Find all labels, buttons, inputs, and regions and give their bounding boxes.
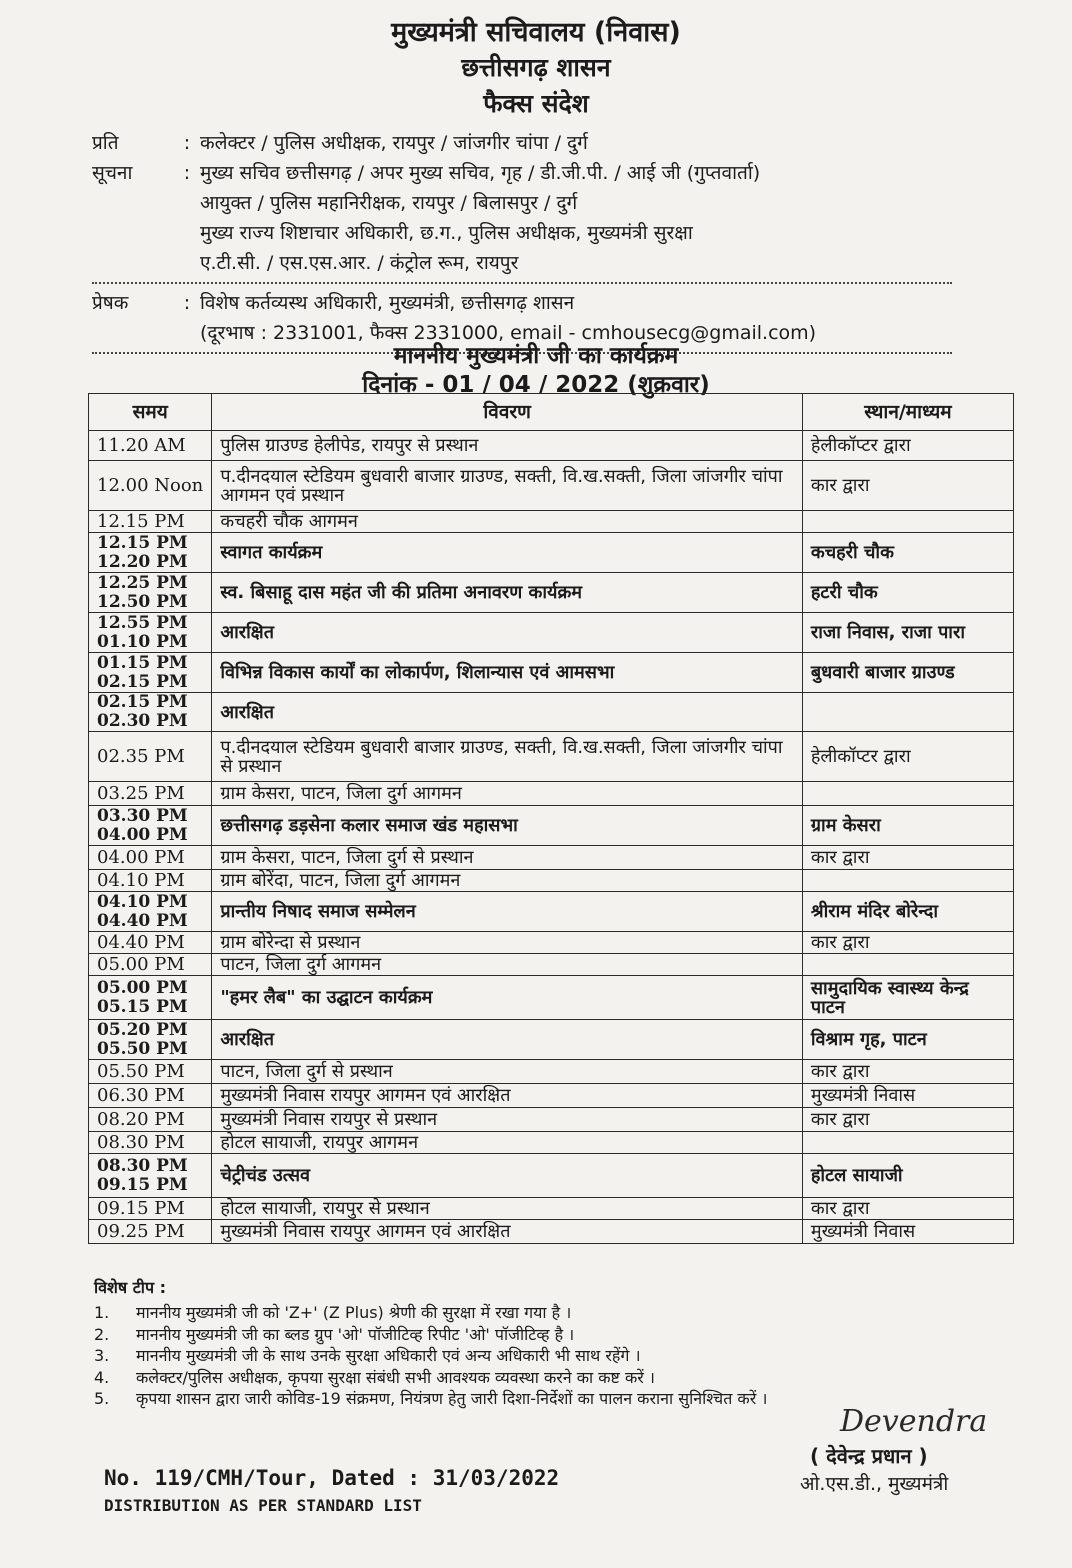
note-number: 4. bbox=[94, 1367, 110, 1387]
header-description: विवरण bbox=[212, 394, 802, 431]
time-cell bbox=[89, 1132, 212, 1154]
place-cell bbox=[802, 693, 1013, 732]
table-row bbox=[89, 954, 1014, 976]
time-cell bbox=[89, 693, 212, 732]
table-row bbox=[89, 976, 1014, 1020]
colon: : bbox=[183, 162, 191, 184]
header-fax-message: फैक्स संदेश bbox=[483, 89, 589, 118]
description-cell: आरक्षित bbox=[212, 1020, 802, 1060]
description-cell: मुख्यमंत्री निवास रायपुर से प्रस्थान bbox=[212, 1108, 802, 1132]
time-start: 08.30 PM bbox=[97, 1155, 188, 1176]
time-start: 05.20 PM bbox=[97, 1019, 188, 1040]
description-cell: प.दीनदयाल स्टेडियम बुधवारी बाजार ग्राउण्ड, सक्ती, वि.ख.सक्ती, जिला जांजगीर चांपा से प्रस्थान bbox=[212, 732, 802, 782]
time-start: 04.40 PM bbox=[97, 932, 185, 953]
from-line: विशेष कर्तव्यस्थ अधिकारी, मुख्यमंत्री, छत्तीसगढ़ शासन bbox=[200, 292, 575, 314]
table-row bbox=[89, 932, 1014, 954]
time-start: 08.20 PM bbox=[97, 1109, 185, 1130]
note-item bbox=[94, 1324, 1044, 1346]
place-cell: कार द्वारा bbox=[802, 1108, 1013, 1132]
description-cell: ग्राम केसरा, पाटन, जिला दुर्ग से प्रस्थान bbox=[212, 846, 802, 870]
time-start: 09.15 PM bbox=[97, 1198, 185, 1219]
info-label: सूचना bbox=[92, 162, 133, 184]
address-block bbox=[92, 128, 992, 358]
time-cell bbox=[89, 846, 212, 870]
description-cell: ग्राम केसरा, पाटन, जिला दुर्ग आगमन bbox=[212, 782, 802, 806]
time-start: 06.30 PM bbox=[97, 1085, 185, 1106]
time-start: 04.00 PM bbox=[97, 847, 185, 868]
place-cell: कार द्वारा bbox=[802, 1198, 1013, 1220]
time-end: 05.15 PM bbox=[97, 996, 188, 1017]
time-cell bbox=[89, 954, 212, 976]
time-start: 11.20 AM bbox=[97, 435, 186, 456]
table-row bbox=[89, 653, 1014, 693]
description-cell: पुलिस ग्राउण्ड हेलीपेड, रायपुर से प्रस्थान bbox=[212, 431, 802, 461]
distribution-note: DISTRIBUTION AS PER STANDARD LIST bbox=[104, 1496, 422, 1515]
description-cell: होटल सायाजी, रायपुर आगमन bbox=[212, 1132, 802, 1154]
time-cell bbox=[89, 461, 212, 511]
note-text: कलेक्टर/पुलिस अधीक्षक, कृपया सुरक्षा संबंधी सभी आवश्यक व्यवस्था करने का कष्ट करें । bbox=[136, 1367, 655, 1387]
table-row bbox=[89, 846, 1014, 870]
place-cell: हटरी चौक bbox=[802, 573, 1013, 613]
time-cell bbox=[89, 653, 212, 693]
note-text: कृपया शासन द्वारा जारी कोविड-19 संक्रमण, नियंत्रण हेतु जारी दिशा-निर्देशों का पालन कराना सुनिश्चित करें । bbox=[136, 1389, 768, 1408]
place-cell bbox=[802, 1132, 1013, 1154]
table-row bbox=[89, 1060, 1014, 1084]
description-cell: पाटन, जिला दुर्ग से प्रस्थान bbox=[212, 1060, 802, 1084]
place-cell: बुधवारी बाजार ग्राउण्ड bbox=[802, 653, 1013, 693]
signatory-name: ( देवेन्द्र प्रधान ) bbox=[810, 1444, 928, 1468]
table-header-row bbox=[89, 394, 1014, 431]
place-cell bbox=[802, 954, 1013, 976]
place-cell: कार द्वारा bbox=[802, 846, 1013, 870]
time-start: 02.15 PM bbox=[97, 692, 188, 712]
place-cell: हेलीकॉप्टर द्वारा bbox=[802, 732, 1013, 782]
time-cell bbox=[89, 573, 212, 613]
note-number: 1. bbox=[94, 1303, 110, 1322]
time-cell bbox=[89, 1084, 212, 1108]
time-cell bbox=[89, 870, 212, 892]
header-government: छत्तीसगढ़ शासन bbox=[461, 53, 611, 82]
time-end: 12.20 PM bbox=[97, 551, 188, 572]
to-label: प्रति bbox=[92, 132, 119, 154]
description-cell: स्व. बिसाहू दास महंत जी की प्रतिमा अनावरण कार्यक्रम bbox=[212, 573, 802, 613]
time-start: 01.15 PM bbox=[97, 652, 188, 673]
description-cell: प.दीनदयाल स्टेडियम बुधवारी बाजार ग्राउण्ड, सक्ती, वि.ख.सक्ती, जिला जांजगीर चांपा आगमन एवं प्रस्थान bbox=[212, 461, 802, 511]
place-cell: होटल सायाजी bbox=[802, 1154, 1013, 1198]
info-line: मुख्य राज्य शिष्टाचार अधिकारी, छ.ग., पुलिस अधीक्षक, मुख्यमंत्री सुरक्षा bbox=[200, 222, 693, 244]
time-start: 12.00 Noon bbox=[97, 475, 204, 496]
time-cell bbox=[89, 1020, 212, 1060]
place-cell: राजा निवास, राजा पारा bbox=[802, 613, 1013, 653]
time-cell bbox=[89, 1198, 212, 1220]
note-text: माननीय मुख्यमंत्री जी का ब्लड ग्रुप 'ओ' पॉजीटिव्ह रिपीट 'ओ' पॉजीटिव्ह है । bbox=[136, 1324, 575, 1344]
table-row bbox=[89, 1108, 1014, 1132]
table-row bbox=[89, 1132, 1014, 1154]
place-cell: कार द्वारा bbox=[802, 1060, 1013, 1084]
time-start: 04.10 PM bbox=[97, 891, 188, 912]
time-start: 12.55 PM bbox=[97, 612, 188, 633]
place-cell bbox=[802, 870, 1013, 892]
note-number: 2. bbox=[94, 1324, 110, 1344]
time-cell bbox=[89, 1220, 212, 1244]
table-row bbox=[89, 431, 1014, 461]
header-place: स्थान/माध्यम bbox=[802, 394, 1013, 431]
schedule-body bbox=[89, 431, 1014, 1244]
table-row bbox=[89, 573, 1014, 613]
table-row bbox=[89, 782, 1014, 806]
description-cell: पाटन, जिला दुर्ग आगमन bbox=[212, 954, 802, 976]
time-start: 12.15 PM bbox=[97, 511, 185, 532]
time-cell bbox=[89, 431, 212, 461]
table-row bbox=[89, 1084, 1014, 1108]
place-cell: मुख्यमंत्री निवास bbox=[802, 1220, 1013, 1244]
header-secretariat: मुख्यमंत्री सचिवालय (निवास) bbox=[391, 17, 681, 48]
to-value: कलेक्टर / पुलिस अधीक्षक, रायपुर / जांजगीर चांपा / दुर्ग bbox=[200, 132, 588, 154]
notes-title: विशेष टीप : bbox=[94, 1278, 167, 1297]
time-start: 05.50 PM bbox=[97, 1061, 185, 1082]
time-start: 08.30 PM bbox=[97, 1132, 185, 1153]
program-title: माननीय मुख्यमंत्री जी का कार्यक्रम bbox=[393, 343, 679, 369]
table-row bbox=[89, 806, 1014, 846]
note-item bbox=[94, 1367, 1044, 1389]
time-end: 09.15 PM bbox=[97, 1174, 188, 1195]
time-cell bbox=[89, 1108, 212, 1132]
time-start: 12.15 PM bbox=[97, 532, 188, 553]
table-row bbox=[89, 732, 1014, 782]
table-row bbox=[89, 693, 1014, 732]
time-end: 04.00 PM bbox=[97, 824, 188, 845]
time-start: 05.00 PM bbox=[97, 977, 188, 998]
table-row bbox=[89, 511, 1014, 533]
table-row bbox=[89, 870, 1014, 892]
description-cell: होटल सायाजी, रायपुर से प्रस्थान bbox=[212, 1198, 802, 1220]
time-start: 04.10 PM bbox=[97, 870, 185, 891]
time-cell bbox=[89, 1060, 212, 1084]
from-label: प्रेषक bbox=[92, 292, 129, 314]
description-cell: "हमर लैब" का उद्घाटन कार्यक्रम bbox=[212, 976, 802, 1020]
signatory-designation: ओ.एस.डी., मुख्यमंत्री bbox=[800, 1473, 949, 1495]
note-number: 3. bbox=[94, 1346, 110, 1365]
description-cell: आरक्षित bbox=[212, 693, 802, 732]
note-text: माननीय मुख्यमंत्री जी को 'Z+' (Z Plus) श्रेणी की सुरक्षा में रखा गया है । bbox=[136, 1303, 572, 1322]
place-cell: सामुदायिक स्वास्थ्य केन्द्र पाटन bbox=[802, 976, 1013, 1020]
schedule-table bbox=[88, 393, 1014, 1244]
place-cell bbox=[802, 511, 1013, 533]
description-cell: कचहरी चौक आगमन bbox=[212, 511, 802, 533]
dotted-divider bbox=[92, 282, 952, 284]
description-cell: मुख्यमंत्री निवास रायपुर आगमन एवं आरक्षित bbox=[212, 1084, 802, 1108]
time-cell bbox=[89, 1154, 212, 1198]
note-item bbox=[94, 1345, 1044, 1367]
description-cell: प्रान्तीय निषाद समाज सम्मेलन bbox=[212, 892, 802, 932]
time-end: 05.50 PM bbox=[97, 1038, 188, 1059]
table-row bbox=[89, 533, 1014, 573]
description-cell: स्वागत कार्यक्रम bbox=[212, 533, 802, 573]
table-row bbox=[89, 1198, 1014, 1220]
table-row bbox=[89, 892, 1014, 932]
place-cell: हेलीकॉप्टर द्वारा bbox=[802, 431, 1013, 461]
place-cell: विश्राम गृह, पाटन bbox=[802, 1020, 1013, 1060]
description-cell: छत्तीसगढ़ डड़सेना कलार समाज खंड महासभा bbox=[212, 806, 802, 846]
to-row bbox=[92, 128, 992, 158]
note-number: 5. bbox=[94, 1389, 110, 1408]
program-date: दिनांक - 01 / 04 / 2022 (शुक्रवार) bbox=[362, 372, 710, 398]
table-row bbox=[89, 1154, 1014, 1198]
time-cell bbox=[89, 511, 212, 533]
time-cell bbox=[89, 976, 212, 1020]
place-cell: कचहरी चौक bbox=[802, 533, 1013, 573]
table-row bbox=[89, 613, 1014, 653]
time-cell bbox=[89, 932, 212, 954]
place-cell bbox=[802, 782, 1013, 806]
note-item bbox=[94, 1302, 1044, 1324]
time-start: 09.25 PM bbox=[97, 1221, 185, 1242]
time-end: 01.10 PM bbox=[97, 631, 188, 652]
time-cell bbox=[89, 806, 212, 846]
signature-scribble: Devendra bbox=[840, 1404, 988, 1439]
reference-number: No. 119/CMH/Tour, Dated : 31/03/2022 bbox=[104, 1466, 560, 1490]
time-start: 02.35 PM bbox=[97, 746, 185, 767]
place-cell: कार द्वारा bbox=[802, 932, 1013, 954]
description-cell: मुख्यमंत्री निवास रायपुर आगमन एवं आरक्षित bbox=[212, 1220, 802, 1244]
time-cell bbox=[89, 732, 212, 782]
time-start: 03.25 PM bbox=[97, 783, 185, 804]
time-start: 12.25 PM bbox=[97, 572, 188, 593]
time-cell bbox=[89, 613, 212, 653]
time-end: 02.15 PM bbox=[97, 671, 188, 692]
description-cell: विभिन्न विकास कार्यों का लोकार्पण, शिलान्यास एवं आमसभा bbox=[212, 653, 802, 693]
colon: : bbox=[183, 132, 191, 154]
place-cell: मुख्यमंत्री निवास bbox=[802, 1084, 1013, 1108]
notes-list bbox=[94, 1302, 1044, 1410]
time-start: 05.00 PM bbox=[97, 954, 185, 975]
place-cell: ग्राम केसरा bbox=[802, 806, 1013, 846]
description-cell: आरक्षित bbox=[212, 613, 802, 653]
table-row bbox=[89, 1020, 1014, 1060]
info-line: आयुक्त / पुलिस महानिरीक्षक, रायपुर / बिलासपुर / दुर्ग bbox=[200, 192, 578, 214]
info-value bbox=[200, 158, 992, 278]
special-notes bbox=[94, 1276, 1044, 1410]
place-cell: श्रीराम मंदिर बोरेन्दा bbox=[802, 892, 1013, 932]
place-cell: कार द्वारा bbox=[802, 461, 1013, 511]
info-line: ए.टी.सी. / एस.एस.आर. / कंट्रोल रूम, रायपुर bbox=[200, 252, 519, 274]
info-line: मुख्य सचिव छत्तीसगढ़ / अपर मुख्य सचिव, गृह / डी.जी.पी. / आई जी (गुप्तवार्ता) bbox=[200, 162, 761, 184]
note-text: माननीय मुख्यमंत्री जी के साथ उनके सुरक्षा अधिकारी एवं अन्य अधिकारी भी साथ रहेंगे । bbox=[136, 1346, 641, 1365]
from-line: (दूरभाष : 2331001, फैक्स 2331000, email - cmhousecg@gmail.com) bbox=[200, 322, 817, 344]
description-cell: ग्राम बोरेंदा, पाटन, जिला दुर्ग आगमन bbox=[212, 870, 802, 892]
table-row bbox=[89, 461, 1014, 511]
table-row bbox=[89, 1220, 1014, 1244]
time-cell bbox=[89, 533, 212, 573]
description-cell: ग्राम बोरेन्दा से प्रस्थान bbox=[212, 932, 802, 954]
header-time: समय bbox=[89, 394, 212, 431]
time-cell bbox=[89, 782, 212, 806]
colon: : bbox=[183, 292, 191, 314]
time-start: 03.30 PM bbox=[97, 805, 188, 826]
time-cell bbox=[89, 892, 212, 932]
time-end: 02.30 PM bbox=[97, 711, 188, 731]
info-row bbox=[92, 158, 992, 278]
description-cell: चेट्रीचंड उत्सव bbox=[212, 1154, 802, 1198]
time-end: 12.50 PM bbox=[97, 591, 188, 612]
time-end: 04.40 PM bbox=[97, 910, 188, 931]
